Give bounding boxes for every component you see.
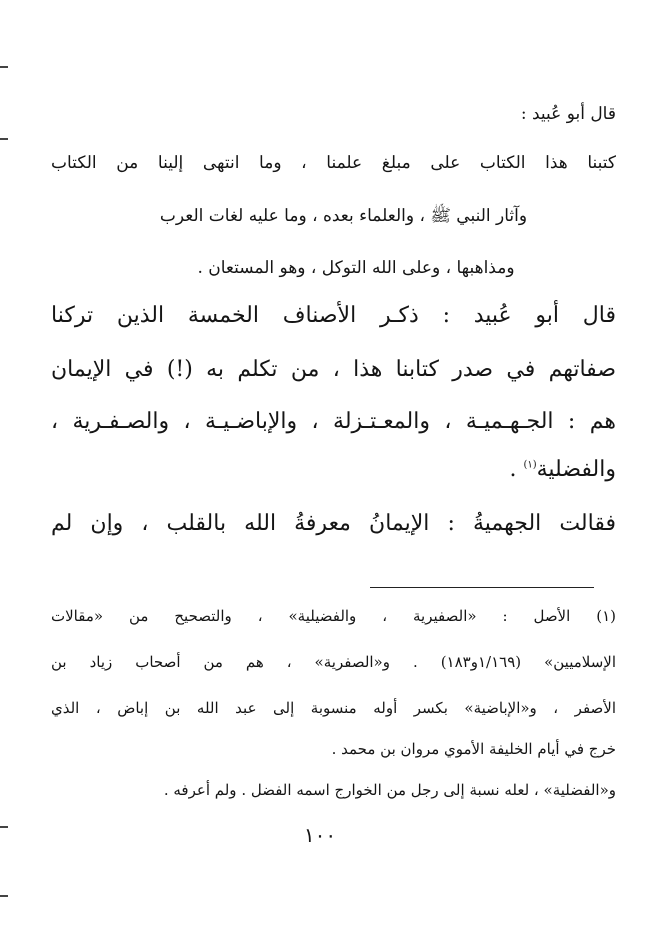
section2-line-3: هم : الجـهـميـة ، والمعـتـزلة ، والإباضـيـة ، والصـفـرية ، — [51, 409, 616, 434]
section2-line-4 — [51, 452, 616, 488]
scan-edge-mark — [0, 138, 8, 140]
footnote-ref: (١) — [523, 459, 537, 471]
page-number: ١٠٠ — [303, 823, 337, 847]
section1-line-1: كتبنا هذا الكتاب على مبلغ علمنا ، وما انتهى إلينا من الكتاب — [51, 153, 616, 173]
footnote-line-2: الإسلاميين» (١/١٦٩و١٨٣) . و«الصفرية» ، هم من أصحاب زياد بن — [51, 653, 616, 671]
section3-line: فقالت الجهميةُ : الإيمانُ معرفةُ الله بالقلب ، وإن لم — [51, 511, 616, 536]
footnote-extra-line: و«الفضلية» ، لعله نسبة إلى رجل من الخوارج اسمه الفضل . ولم أعرفه . — [163, 781, 616, 799]
section2-line-2: صفاتهم في صدر كتابنا هذا ، من تكلم به (!) في الإيمان — [51, 357, 616, 382]
section2-last-word: والفضلية — [536, 457, 616, 482]
footnote-line-4: خرج في أيام الخليفة الأموي مروان بن محمد . — [331, 740, 616, 758]
footnote-rule — [370, 587, 594, 588]
scan-edge-mark — [0, 895, 8, 897]
section2-line-1: قال أبو عُبيد : ذكـر الأصناف الخمسة الذين تركنا — [51, 303, 616, 328]
section1-heading: قال أبو عُبيد : — [520, 104, 616, 124]
section1-line-3: ومذاهبها ، وعلى الله التوكل ، وهو المستعان . — [197, 258, 515, 278]
section2-line-end: . — [509, 457, 524, 482]
section1-line-2: وآثار النبي ﷺ ، والعلماء بعده ، وما عليه لغات العرب — [159, 206, 528, 226]
scan-edge-mark — [0, 66, 8, 68]
footnote-line-3: الأصفر ، و«الإباضية» بكسر أوله منسوبة إلى عبد الله بن إباض ، الذي — [51, 699, 616, 717]
footnote-line-1: (١) الأصل : «الصفيرية ، والفضيلية» ، والتصحيح من «مقالات — [51, 607, 616, 625]
